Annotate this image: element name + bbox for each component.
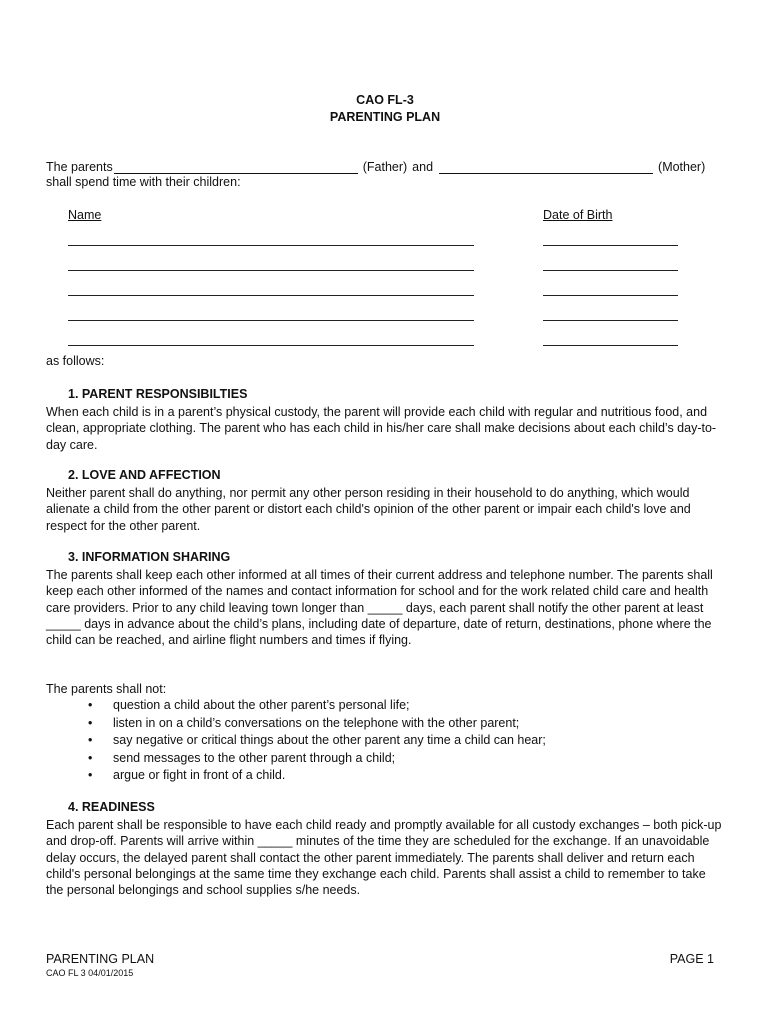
section-body-readiness: Each parent shall be responsible to have each child ready and promptly available for all custody exchanges – both pick-up and drop-off. Parents will arrive within _____ minutes of the time they are scheduled for the exchange. If an unavoidable delay occurs, the delayed parent shall contact the other parent immediately. The parents shall deliver and return each child's personal belongings at the same time they exchange each child. Parents shall assist a child to remember to take the personal belongings and school supplies s/he needs.: [46, 818, 722, 898]
list-item: • listen in on a child’s conversations on the telephone with the other parent;: [88, 715, 546, 733]
parents-prefix: The parents: [46, 160, 113, 174]
child-name-field[interactable]: [68, 295, 474, 296]
dob-column-header: Date of Birth: [543, 208, 613, 222]
child-dob-field[interactable]: [543, 320, 678, 321]
section-heading-information-sharing: 3. INFORMATION SHARING: [68, 550, 231, 564]
section-body-love-and-affection: Neither parent shall do anything, nor permit any other person residing in their household to do anything, which would alienate a child from the other parent or distort each child's opinion of the other parent or impair each child's love and respect for the other parent.: [46, 486, 691, 533]
child-dob-field[interactable]: [543, 245, 678, 246]
section-body-information-sharing: The parents shall keep each other informed at all times of their current address and telephone number. The parents shall keep each other informed of the names and contact information for school and for the work related child care and health care providers. Prior to any child leaving town longer than _____ days, each parent shall notify the other parent at least _____ days in advance about the child’s plans, including date of departure, date of return, destinations, phone where the child can be reached, and airline flight numbers and times if flying.: [46, 568, 713, 648]
document-title: PARENTING PLAN: [329, 110, 441, 124]
father-label: (Father): [362, 160, 408, 174]
parents-line-continuation: shall spend time with their children:: [46, 175, 241, 189]
list-item: • send messages to the other parent through a child;: [88, 750, 546, 768]
parents-line: [46, 158, 726, 174]
name-column-header: Name: [68, 208, 102, 222]
section-body-parent-responsibilities: When each child is in a parent’s physical custody, the parent will provide each child with regular and nutritious food, and clean, appropriate clothing. The parent who has each child in his/her care shall make decisions about each child’s day-to-day care.: [46, 405, 717, 452]
child-name-field[interactable]: [68, 345, 474, 346]
mother-name-field[interactable]: [439, 159, 653, 174]
list-item: • say negative or critical things about the other parent any time a child can hear;: [88, 732, 546, 750]
mother-label: (Mother): [658, 160, 706, 174]
child-dob-field[interactable]: [543, 295, 678, 296]
as-follows-text: as follows:: [46, 354, 105, 368]
footer-form-code: CAO FL 3 04/01/2015: [46, 968, 134, 978]
child-name-field[interactable]: [68, 320, 474, 321]
child-name-field[interactable]: [68, 270, 474, 271]
form-number: CAO FL-3: [356, 93, 414, 107]
father-name-field[interactable]: [114, 159, 358, 174]
page-number: PAGE 1: [669, 952, 714, 966]
section-heading-readiness: 4. READINESS: [68, 800, 155, 814]
shall-not-list: [88, 697, 546, 785]
child-name-field[interactable]: [68, 245, 474, 246]
list-item: • argue or fight in front of a child.: [88, 767, 546, 785]
child-dob-field[interactable]: [543, 270, 678, 271]
section-heading-love-and-affection: 2. LOVE AND AFFECTION: [68, 468, 221, 482]
list-item: • question a child about the other parent’s personal life;: [88, 697, 546, 715]
and-word: and: [412, 160, 434, 174]
footer-title: PARENTING PLAN: [46, 952, 155, 966]
shall-not-intro: The parents shall not:: [46, 682, 167, 696]
child-dob-field[interactable]: [543, 345, 678, 346]
section-heading-parent-responsibilities: 1. PARENT RESPONSIBILTIES: [68, 387, 248, 401]
